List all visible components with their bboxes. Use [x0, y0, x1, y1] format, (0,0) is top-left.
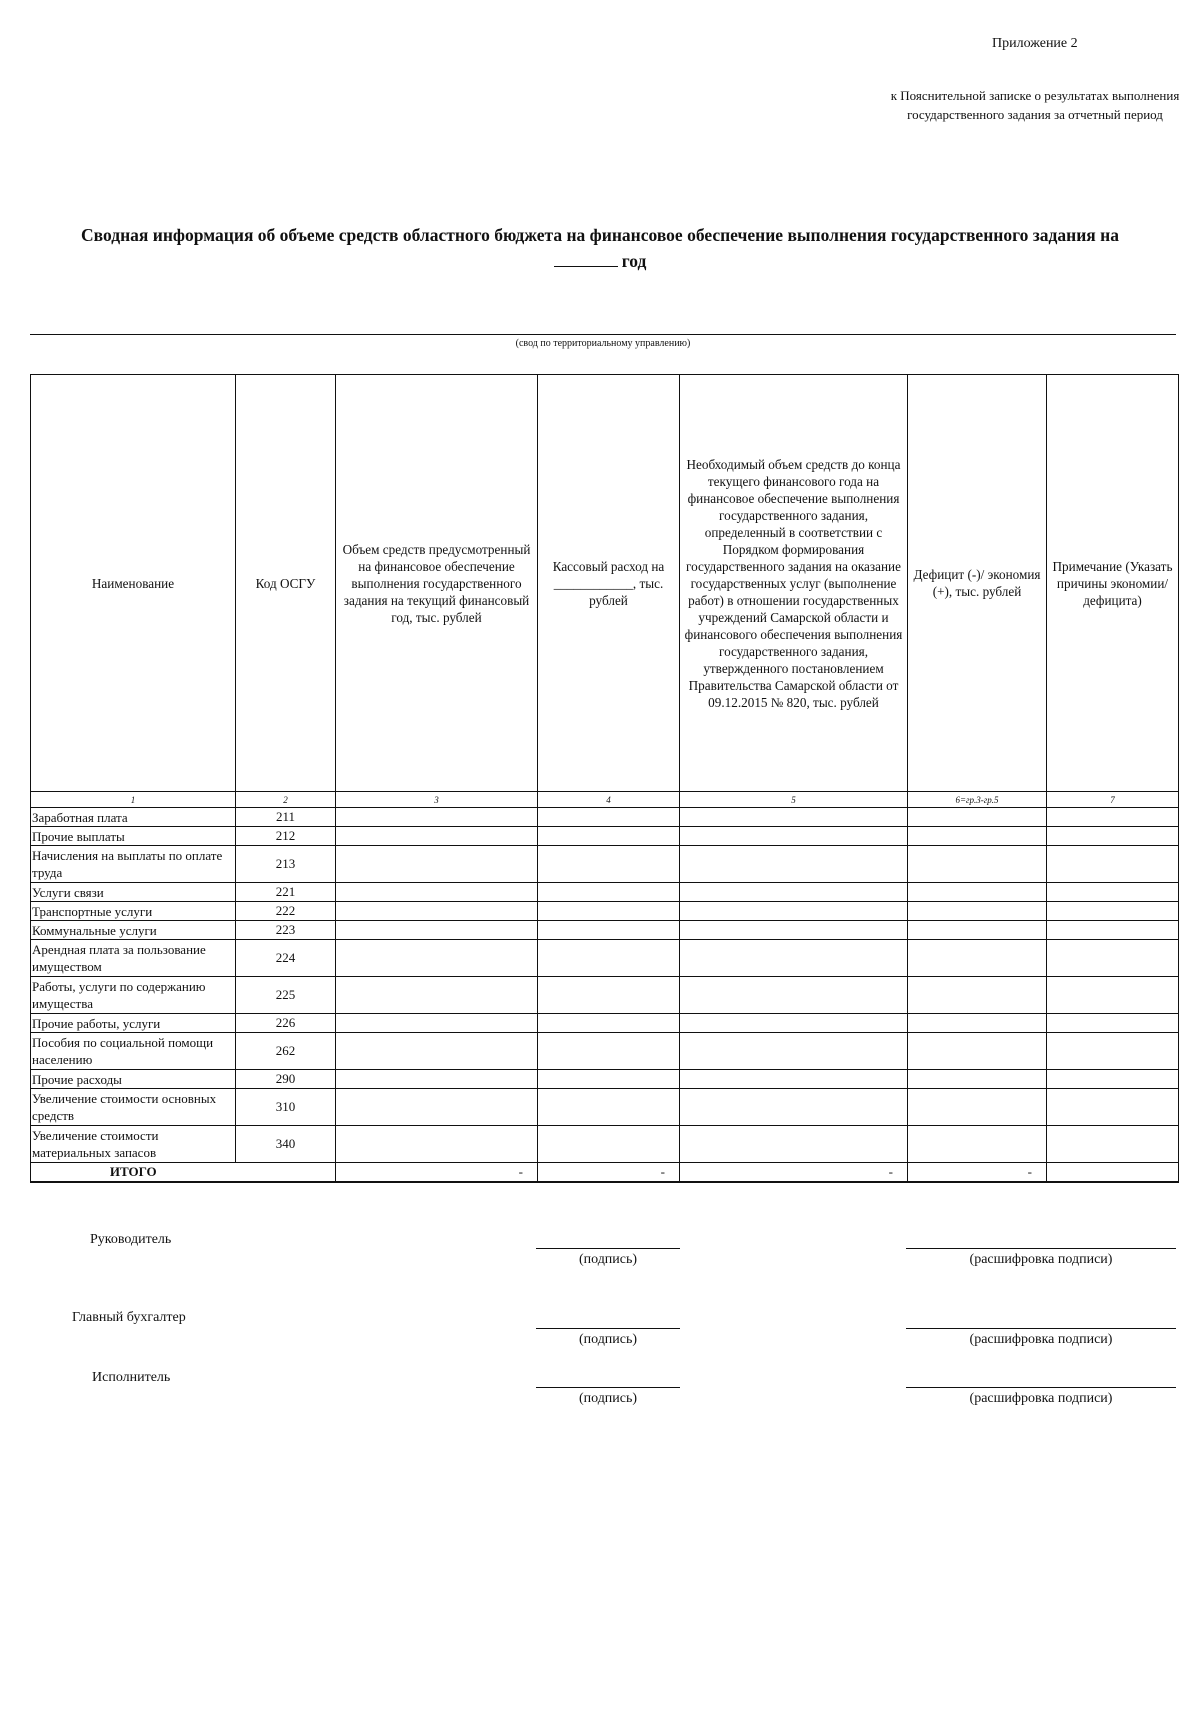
- table-row: [31, 1089, 1179, 1126]
- row-name: Увеличение стоимости материальных запасов: [31, 1126, 236, 1163]
- cell-deficit[interactable]: [908, 1089, 1047, 1126]
- row-name: Услуги связи: [31, 883, 236, 902]
- row-name: Увеличение стоимости основных средств: [31, 1089, 236, 1126]
- col-number: 3: [336, 792, 538, 808]
- total-planned: -: [336, 1163, 538, 1183]
- cell-required[interactable]: [680, 977, 908, 1014]
- cell-cash[interactable]: [538, 940, 680, 977]
- cell-deficit[interactable]: [908, 808, 1047, 827]
- row-name: Прочие расходы: [31, 1070, 236, 1089]
- cell-required[interactable]: [680, 921, 908, 940]
- cell-deficit[interactable]: [908, 1070, 1047, 1089]
- territorial-office-line: [30, 334, 1176, 335]
- cell-note[interactable]: [1047, 846, 1179, 883]
- cell-cash[interactable]: [538, 846, 680, 883]
- cell-required[interactable]: [680, 883, 908, 902]
- title-line-1: Сводная информация об объеме средств областного бюджета на финансовое обеспечение выполнения государственного задания на: [81, 225, 1119, 245]
- appendix-note: к Пояснительной записке о результатах выполнения государственного задания за отчетный период: [890, 88, 1180, 122]
- signature-caption-head: (подпись): [578, 1252, 638, 1267]
- title-line-2: [20, 248, 1180, 274]
- row-name: Начисления на выплаты по оплате труда: [31, 846, 236, 883]
- col-number: 2: [236, 792, 336, 808]
- row-name: Арендная плата за пользование имуществом: [31, 940, 236, 977]
- territorial-office-caption: (свод по территориальному управлению): [515, 338, 691, 349]
- row-code: 212: [236, 827, 336, 846]
- cell-deficit[interactable]: [908, 940, 1047, 977]
- row-name: Работы, услуги по содержанию имущества: [31, 977, 236, 1014]
- cell-cash[interactable]: [538, 977, 680, 1014]
- cell-cash[interactable]: [538, 827, 680, 846]
- decode-line-accountant[interactable]: [906, 1328, 1176, 1329]
- cell-planned[interactable]: [336, 846, 538, 883]
- cell-cash[interactable]: [538, 808, 680, 827]
- table-row: [31, 1126, 1179, 1163]
- cell-cash[interactable]: [538, 883, 680, 902]
- cell-planned[interactable]: [336, 883, 538, 902]
- cell-required[interactable]: [680, 1014, 908, 1033]
- cell-required[interactable]: [680, 1126, 908, 1163]
- cell-planned[interactable]: [336, 1070, 538, 1089]
- cell-deficit[interactable]: [908, 846, 1047, 883]
- cell-note[interactable]: [1047, 827, 1179, 846]
- signature-caption-accountant: (подпись): [578, 1332, 638, 1347]
- cell-required[interactable]: [680, 808, 908, 827]
- header-cash-expense: Кассовый расход на ____________, тыс. рублей: [538, 375, 680, 792]
- table-row: [31, 846, 1179, 883]
- cell-planned[interactable]: [336, 940, 538, 977]
- decode-caption-executor: (расшифровка подписи): [969, 1391, 1113, 1406]
- row-name: Прочие выплаты: [31, 827, 236, 846]
- table-row: [31, 940, 1179, 977]
- row-name: Коммунальные услуги: [31, 921, 236, 940]
- row-code: 213: [236, 846, 336, 883]
- cell-note[interactable]: [1047, 1126, 1179, 1163]
- cell-cash[interactable]: [538, 902, 680, 921]
- cell-note[interactable]: [1047, 921, 1179, 940]
- cell-required[interactable]: [680, 1070, 908, 1089]
- row-code: 224: [236, 940, 336, 977]
- total-label: ИТОГО: [31, 1163, 236, 1183]
- cell-planned[interactable]: [336, 1089, 538, 1126]
- total-row: [31, 1163, 1179, 1183]
- table-row: [31, 1014, 1179, 1033]
- cell-cash[interactable]: [538, 1089, 680, 1126]
- row-code: 225: [236, 977, 336, 1014]
- cell-required[interactable]: [680, 1033, 908, 1070]
- cell-deficit[interactable]: [908, 921, 1047, 940]
- cell-deficit[interactable]: [908, 827, 1047, 846]
- appendix-label: Приложение 2: [992, 36, 1078, 51]
- cell-planned[interactable]: [336, 1014, 538, 1033]
- cell-note[interactable]: [1047, 808, 1179, 827]
- col-number: 7: [1047, 792, 1179, 808]
- table-row: [31, 1070, 1179, 1089]
- decode-caption-accountant: (расшифровка подписи): [969, 1332, 1113, 1347]
- cell-note[interactable]: [1047, 883, 1179, 902]
- title-year-word: год: [621, 251, 647, 271]
- row-code: 290: [236, 1070, 336, 1089]
- year-blank: [554, 265, 618, 267]
- row-code: 211: [236, 808, 336, 827]
- header-required: Необходимый объем средств до конца текущего финансового года на финансовое обеспечение выполнения государственного задания, определенный в соответствии с Порядком формирования государственного задания на оказание государственных услуг (выполнение работ) в отношении государственных учреждений Самарской области и финансового обеспечения выполнения государственного задания, утвержденного постановлением Правительства Самарской области от 09.12.2015 № 820, тыс. рублей: [680, 375, 908, 792]
- cell-note[interactable]: [1047, 977, 1179, 1014]
- total-cash: -: [538, 1163, 680, 1183]
- cell-planned[interactable]: [336, 808, 538, 827]
- cell-note[interactable]: [1047, 1014, 1179, 1033]
- table-row: [31, 883, 1179, 902]
- cell-deficit[interactable]: [908, 1014, 1047, 1033]
- cell-planned[interactable]: [336, 921, 538, 940]
- cell-planned[interactable]: [336, 827, 538, 846]
- cell-required[interactable]: [680, 827, 908, 846]
- cell-note[interactable]: [1047, 1033, 1179, 1070]
- signature-line-head[interactable]: [536, 1248, 680, 1249]
- cell-planned[interactable]: [336, 1126, 538, 1163]
- signature-role-executor: Исполнитель: [92, 1370, 171, 1385]
- cell-cash[interactable]: [538, 1014, 680, 1033]
- cell-planned[interactable]: [336, 977, 538, 1014]
- header-planned: Объем средств предусмотренный на финансовое обеспечение выполнения государственного задания на текущий финансовый год, тыс. рублей: [336, 375, 538, 792]
- row-code: 226: [236, 1014, 336, 1033]
- row-name: Пособия по социальной помощи населению: [31, 1033, 236, 1070]
- signature-role-head: Руководитель: [90, 1232, 172, 1247]
- cell-planned[interactable]: [336, 1033, 538, 1070]
- cell-deficit[interactable]: [908, 1126, 1047, 1163]
- cell-note[interactable]: [1047, 902, 1179, 921]
- cell-note[interactable]: [1047, 940, 1179, 977]
- cell-note[interactable]: [1047, 1070, 1179, 1089]
- signature-caption-executor: (подпись): [578, 1391, 638, 1406]
- cell-required[interactable]: [680, 940, 908, 977]
- total-deficit: -: [908, 1163, 1047, 1183]
- col-number: 1: [31, 792, 236, 808]
- table-header-row: [31, 375, 1179, 792]
- cell-note[interactable]: [1047, 1089, 1179, 1126]
- row-code: 221: [236, 883, 336, 902]
- cell-required[interactable]: [680, 1089, 908, 1126]
- col-number: 4: [538, 792, 680, 808]
- col-number: 6=гр.3-гр.5: [908, 792, 1047, 808]
- cell-cash[interactable]: [538, 1126, 680, 1163]
- decode-line-head[interactable]: [906, 1248, 1176, 1249]
- row-code: 223: [236, 921, 336, 940]
- signature-line-executor[interactable]: [536, 1387, 680, 1388]
- total-required: -: [680, 1163, 908, 1183]
- column-number-row: [31, 792, 1179, 808]
- cell-cash[interactable]: [538, 921, 680, 940]
- row-code: 340: [236, 1126, 336, 1163]
- document-title: [20, 222, 1180, 274]
- cell-cash[interactable]: [538, 1070, 680, 1089]
- cell-cash[interactable]: [538, 1033, 680, 1070]
- total-code: [236, 1163, 336, 1183]
- cell-deficit[interactable]: [908, 902, 1047, 921]
- cell-deficit[interactable]: [908, 1033, 1047, 1070]
- header-name: Наименование: [31, 375, 236, 792]
- cell-deficit[interactable]: [908, 883, 1047, 902]
- table-row: [31, 902, 1179, 921]
- col-number: 5: [680, 792, 908, 808]
- signature-role-accountant: Главный бухгалтер: [72, 1310, 186, 1325]
- header-note: Примечание (Указать причины экономии/дефицита): [1047, 375, 1179, 792]
- table-row: [31, 827, 1179, 846]
- budget-table: [30, 374, 1179, 1183]
- row-name: Транспортные услуги: [31, 902, 236, 921]
- row-name: Заработная плата: [31, 808, 236, 827]
- row-code: 222: [236, 902, 336, 921]
- row-code: 262: [236, 1033, 336, 1070]
- table-row: [31, 1033, 1179, 1070]
- cell-deficit[interactable]: [908, 977, 1047, 1014]
- row-code: 310: [236, 1089, 336, 1126]
- table-row: [31, 977, 1179, 1014]
- decode-line-executor[interactable]: [906, 1387, 1176, 1388]
- header-code: Код ОСГУ: [236, 375, 336, 792]
- table-row: [31, 921, 1179, 940]
- cell-required[interactable]: [680, 846, 908, 883]
- table-row: [31, 808, 1179, 827]
- cell-required[interactable]: [680, 902, 908, 921]
- signature-line-accountant[interactable]: [536, 1328, 680, 1329]
- header-deficit: Дефицит (-)/ экономия (+), тыс. рублей: [908, 375, 1047, 792]
- cell-planned[interactable]: [336, 902, 538, 921]
- row-name: Прочие работы, услуги: [31, 1014, 236, 1033]
- total-note: [1047, 1163, 1179, 1183]
- decode-caption-head: (расшифровка подписи): [969, 1252, 1113, 1267]
